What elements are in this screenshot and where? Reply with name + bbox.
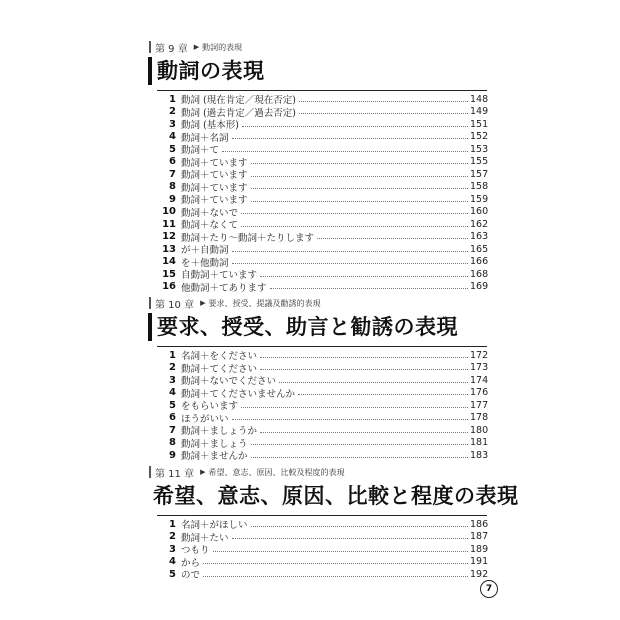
toc-entry[interactable]: [157, 243, 487, 256]
chapter-subtitle: 動詞的表現: [202, 42, 243, 52]
entry-label: 動詞 (基本形): [181, 120, 239, 132]
divider: [157, 90, 487, 91]
entry-label: 動詞＋ないでください: [181, 376, 277, 388]
entry-page-number: 183: [470, 449, 489, 461]
entry-page-number: 172: [470, 349, 489, 361]
dot-leader: [203, 563, 468, 564]
entry-page-number: 159: [470, 193, 489, 205]
chapter-title-row: [157, 313, 487, 341]
entry-page-number: 191: [470, 556, 489, 568]
entry-page-number: 178: [470, 412, 489, 424]
triangle-right-icon: ▶: [193, 43, 200, 51]
entry-page-number: 158: [470, 181, 489, 193]
dot-leader: [251, 188, 468, 189]
entry-page-number: 148: [470, 93, 489, 105]
toc-entry[interactable]: [157, 399, 487, 412]
toc-entry[interactable]: [157, 387, 487, 400]
chapter-header: [157, 296, 487, 310]
chapter-title: 動詞の表現: [157, 59, 265, 83]
entry-number: 16: [162, 281, 176, 293]
entry-number: 1: [169, 93, 176, 105]
entry-label: 自動詞＋ています: [181, 270, 258, 282]
chapter-marker: [149, 41, 151, 53]
toc-entry[interactable]: [157, 181, 487, 194]
toc-entry[interactable]: [157, 193, 487, 206]
entry-label: 動詞＋ています: [181, 182, 248, 194]
entry-label: 動詞＋ないで: [181, 207, 239, 219]
chapter-number: 第 11 章: [155, 468, 195, 480]
entry-number: 5: [169, 143, 176, 155]
entry-page-number: 180: [470, 424, 489, 436]
chapter-title: 希望、意志、原因、比較と程度の表現: [153, 484, 519, 508]
entry-number: 9: [169, 193, 176, 205]
toc-entry[interactable]: [157, 118, 487, 131]
entry-page-number: 168: [470, 268, 489, 280]
entry-label: をもらいます: [181, 401, 239, 413]
toc-entry[interactable]: [157, 218, 487, 231]
dot-leader: [251, 163, 468, 164]
page-number-badge: 7: [480, 580, 498, 598]
chapter-11-section: [153, 465, 519, 582]
toc-entry[interactable]: [157, 568, 487, 581]
dot-leader: [232, 538, 468, 539]
title-marker: [148, 313, 152, 341]
toc-entry[interactable]: [157, 349, 487, 362]
entry-page-number: 162: [470, 218, 489, 230]
entry-number: 5: [169, 399, 176, 411]
entry-number: 8: [169, 437, 176, 449]
dot-leader: [260, 357, 468, 358]
entry-label: 動詞＋ています: [181, 170, 248, 182]
dot-leader: [251, 457, 468, 458]
entry-page-number: 181: [470, 437, 489, 449]
entry-label: 動詞＋ています: [181, 157, 248, 169]
chapter-header: [157, 465, 487, 479]
dot-leader: [317, 238, 468, 239]
entry-page-number: 173: [470, 362, 489, 374]
entry-number: 11: [162, 218, 176, 230]
entry-label: ほうがいい: [181, 413, 229, 425]
divider: [157, 346, 487, 347]
chapter-marker: [149, 297, 151, 309]
entry-label: が＋自動詞: [181, 245, 229, 257]
entry-list: [157, 93, 487, 293]
entry-list: [157, 518, 487, 581]
dot-leader: [251, 176, 468, 177]
entry-page-number: 189: [470, 543, 489, 555]
entry-number: 12: [162, 231, 176, 243]
entry-label: 他動詞＋てあります: [181, 282, 267, 294]
entry-label: 動詞＋て: [181, 145, 220, 157]
entry-number: 7: [169, 424, 176, 436]
toc-entry[interactable]: [157, 281, 487, 294]
entry-page-number: 176: [470, 387, 489, 399]
entry-page-number: 187: [470, 531, 489, 543]
entry-number: 6: [169, 156, 176, 168]
entry-label: ので: [181, 570, 201, 582]
dot-leader: [203, 576, 468, 577]
dot-leader: [279, 382, 468, 383]
toc-entry[interactable]: [157, 131, 487, 144]
entry-number: 4: [169, 387, 176, 399]
toc-entry[interactable]: [157, 449, 487, 462]
dot-leader: [232, 251, 468, 252]
entry-number: 13: [162, 243, 176, 255]
entry-label: 名詞＋がほしい: [181, 520, 248, 532]
entry-number: 15: [162, 268, 176, 280]
toc-entry[interactable]: [157, 374, 487, 387]
toc-entry[interactable]: [157, 143, 487, 156]
chapter-title-row: [157, 57, 487, 85]
toc-entry[interactable]: [157, 518, 487, 531]
chapter-number: 第 9 章: [155, 43, 188, 55]
entry-label: 動詞＋なくて: [181, 220, 239, 232]
dot-leader: [222, 151, 468, 152]
dot-leader: [298, 394, 468, 395]
entry-number: 3: [169, 374, 176, 386]
chapter-number: 第 10 章: [155, 299, 195, 311]
toc-entry[interactable]: [157, 256, 487, 269]
chapter-10-section: [157, 296, 487, 462]
entry-page-number: 157: [470, 168, 489, 180]
entry-label: 動詞＋てください: [181, 363, 258, 375]
toc-entry[interactable]: [157, 412, 487, 425]
divider: [157, 515, 487, 516]
chapter-title-row: [153, 482, 519, 510]
entry-page-number: 177: [470, 399, 489, 411]
entry-page-number: 152: [470, 131, 489, 143]
entry-label: 動詞＋ませんか: [181, 451, 248, 463]
entry-page-number: 192: [470, 568, 489, 580]
entry-page-number: 155: [470, 156, 489, 168]
dot-leader: [270, 288, 468, 289]
dot-leader: [232, 419, 468, 420]
triangle-right-icon: ▶: [200, 299, 206, 307]
entry-number: 1: [169, 518, 176, 530]
entry-label: 動詞＋ています: [181, 195, 248, 207]
entry-label: 名詞＋をください: [181, 351, 258, 363]
triangle-right-icon: ▶: [200, 468, 206, 476]
entry-label: つもり: [181, 545, 210, 557]
chapter-header: [157, 40, 487, 54]
entry-number: 5: [169, 568, 176, 580]
dot-leader: [241, 407, 468, 408]
entry-label: 動詞＋名詞: [181, 132, 229, 144]
chapter-subtitle: 希望、意志、原因、比較及程度的表現: [208, 467, 345, 477]
entry-number: 9: [169, 449, 176, 461]
toc-entry[interactable]: [157, 231, 487, 244]
entry-label: 動詞＋ましょう: [181, 438, 248, 450]
toc-entry[interactable]: [157, 424, 487, 437]
dot-leader: [299, 113, 468, 114]
entry-label: を＋他動詞: [181, 257, 229, 269]
entry-page-number: 186: [470, 518, 489, 530]
toc-entry[interactable]: [157, 437, 487, 450]
entry-page-number: 153: [470, 143, 489, 155]
dot-leader: [232, 263, 468, 264]
entry-number: 6: [169, 412, 176, 424]
entry-number: 2: [169, 106, 176, 118]
entry-number: 8: [169, 181, 176, 193]
toc-entry[interactable]: [157, 531, 487, 544]
toc-entry[interactable]: [157, 156, 487, 169]
toc-entry[interactable]: [157, 543, 487, 556]
chapter-9-section: [157, 40, 487, 293]
dot-leader: [232, 138, 468, 139]
dot-leader: [251, 444, 468, 445]
entry-label: 動詞 (現在肯定／現在否定): [181, 95, 296, 107]
chapter-subtitle: 要求、授受、提議及勸誘的表現: [208, 298, 321, 308]
dot-leader: [251, 201, 468, 202]
entry-page-number: 160: [470, 206, 489, 218]
entry-label: 動詞＋ましょうか: [181, 426, 258, 438]
toc-entry[interactable]: [157, 362, 487, 375]
dot-leader: [260, 369, 468, 370]
entry-number: 1: [169, 349, 176, 361]
entry-page-number: 166: [470, 256, 489, 268]
entry-number: 10: [162, 206, 176, 218]
entry-label: 動詞＋てくださいませんか: [181, 388, 296, 400]
toc-entry[interactable]: [157, 168, 487, 181]
toc-entry[interactable]: [157, 93, 487, 106]
toc-entry[interactable]: [157, 206, 487, 219]
entry-page-number: 163: [470, 231, 489, 243]
entry-label: 動詞＋たい: [181, 532, 229, 544]
entry-number: 14: [162, 256, 176, 268]
dot-leader: [251, 526, 468, 527]
toc-entry[interactable]: [157, 556, 487, 569]
entry-number: 3: [169, 543, 176, 555]
entry-page-number: 149: [470, 106, 489, 118]
toc-entry[interactable]: [157, 268, 487, 281]
entry-label: 動詞 (過去肯定／過去否定): [181, 107, 296, 119]
dot-leader: [242, 126, 468, 127]
toc-entry[interactable]: [157, 106, 487, 119]
dot-leader: [241, 213, 468, 214]
chapter-title: 要求、授受、助言と勧誘の表現: [157, 315, 458, 339]
entry-number: 2: [169, 362, 176, 374]
dot-leader: [241, 226, 468, 227]
entry-number: 4: [169, 131, 176, 143]
entry-page-number: 151: [470, 118, 489, 130]
entry-number: 7: [169, 168, 176, 180]
entry-number: 2: [169, 531, 176, 543]
entry-number: 4: [169, 556, 176, 568]
dot-leader: [260, 432, 468, 433]
dot-leader: [260, 276, 468, 277]
entry-number: 3: [169, 118, 176, 130]
chapter-marker: [149, 466, 151, 478]
entry-page-number: 174: [470, 374, 489, 386]
dot-leader: [213, 551, 468, 552]
entry-page-number: 165: [470, 243, 489, 255]
entry-label: から: [181, 557, 201, 569]
entry-list: [157, 349, 487, 462]
entry-label: 動詞＋たり〜動詞＋たりします: [181, 232, 315, 244]
dot-leader: [299, 101, 468, 102]
title-marker: [148, 57, 152, 85]
entry-page-number: 169: [470, 281, 489, 293]
